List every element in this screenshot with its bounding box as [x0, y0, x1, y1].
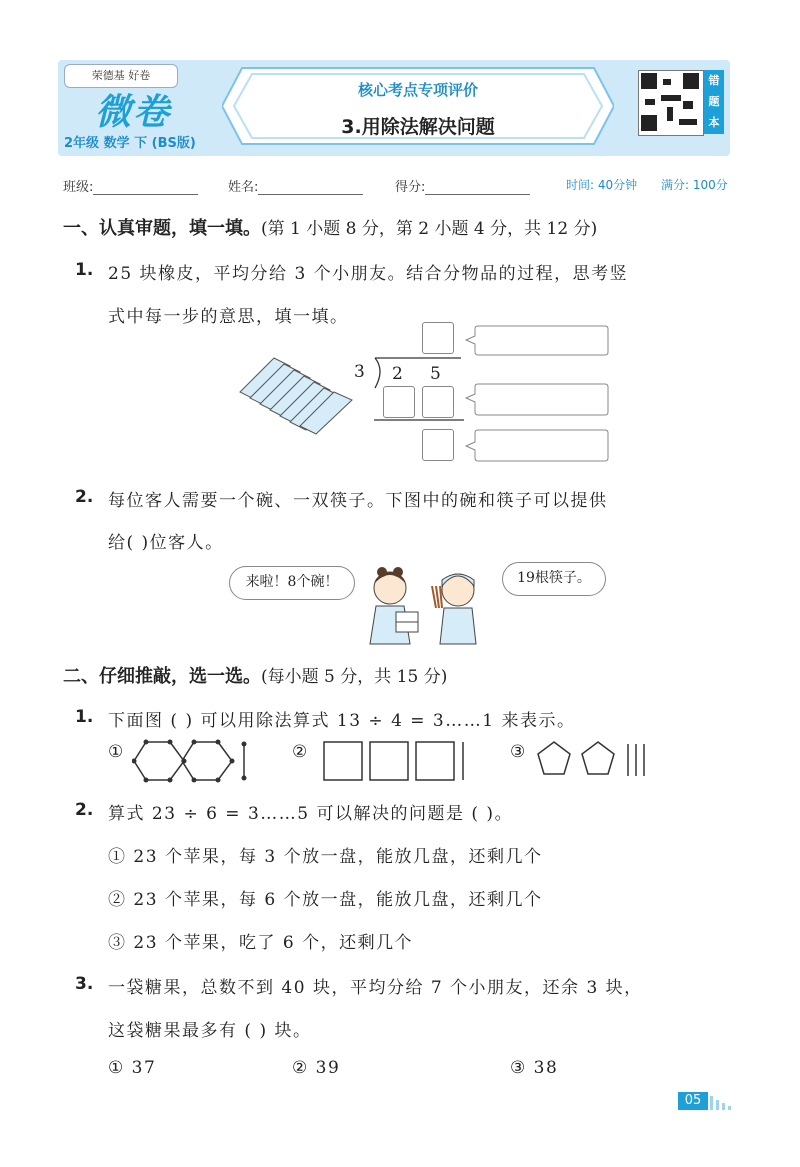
grade-label: 2年级 数学 下 (BS版)	[64, 136, 196, 151]
option-a-label[interactable]: ①	[108, 742, 125, 762]
answer-bubble-3[interactable]	[476, 431, 606, 459]
section-1-title: 一、认真审题，填一填。	[63, 218, 261, 239]
product-ones-box[interactable]	[422, 386, 454, 418]
q2-text-2: 给( )位客人。	[108, 533, 224, 553]
q2-number: 2.	[75, 487, 94, 507]
quotient-box[interactable]	[422, 322, 454, 354]
s2-q2-option-1[interactable]: ① 23 个苹果，每 3 个放一盘，能放几盘，还剩几个	[108, 847, 543, 867]
name-label: 姓名:	[228, 180, 259, 195]
class-blank[interactable]	[93, 180, 198, 195]
s2-q3-text-2: 这袋糖果最多有 ( ) 块。	[108, 1021, 312, 1041]
s2-q2-text: 算式 23 ÷ 6 = 3……5 可以解决的问题是 ( )。	[108, 804, 514, 824]
divisor: 3	[354, 362, 365, 382]
dividend-tens: 2	[392, 364, 403, 384]
q1-text-2: 式中每一步的意思，填一填。	[108, 307, 349, 327]
q2-answer-blank[interactable]	[134, 526, 208, 550]
s2-q3-text-1: 一袋糖果，总数不到 40 块，平均分给 7 个小朋友，还余 3 块，	[108, 978, 643, 998]
section-2-title: 二、仔细推敲，选一选。	[63, 666, 261, 687]
brand-logo: 荣德基 好卷	[64, 64, 178, 88]
s2-q3-number: 3.	[75, 974, 94, 994]
name-blank[interactable]	[258, 180, 363, 195]
name-field	[228, 176, 363, 195]
speech-bowls: 来啦！8个碗！	[229, 566, 355, 600]
s2-q2-option-3[interactable]: ③ 23 个苹果，吃了 6 个，还剩几个	[108, 933, 414, 953]
erasers-illustration	[234, 352, 358, 436]
q1-text-1: 25 块橡皮，平均分给 3 个小朋友。结合分物品的过程，思考竖	[108, 264, 629, 284]
class-field	[63, 176, 198, 195]
section-2-heading	[63, 662, 447, 688]
answer-bubble-1[interactable]	[476, 327, 606, 355]
s2-q3-option-1[interactable]: ① 37	[108, 1058, 157, 1078]
subtraction-line	[374, 418, 464, 422]
page-number: 05	[678, 1092, 708, 1110]
score-blank[interactable]	[425, 180, 530, 195]
s2-q2-option-2[interactable]: ② 23 个苹果，每 6 个放一盘，能放几盘，还剩几个	[108, 890, 543, 910]
class-label: 班级:	[63, 180, 94, 195]
qr-tab-label: 错题本	[704, 70, 724, 134]
children-illustration	[366, 564, 506, 646]
full-score: 满分: 100分	[661, 178, 728, 192]
dividend-ones: 5	[430, 364, 441, 384]
page-title: 3.用除法解决问题	[341, 116, 495, 138]
option-a-hexagons	[132, 738, 250, 784]
q2-text-1: 每位客人需要一个碗、一双筷子。下图中的碗和筷子可以提供	[108, 491, 608, 511]
answer-bubble-2[interactable]	[476, 385, 606, 413]
option-c-label[interactable]: ③	[510, 742, 527, 762]
s2-q3-option-2[interactable]: ② 39	[292, 1058, 341, 1078]
score-label: 得分:	[395, 180, 426, 195]
product-tens-box[interactable]	[383, 386, 415, 418]
page-bars-icon	[710, 1094, 740, 1110]
remainder-box[interactable]	[422, 429, 454, 461]
section-2-note: (每小题 5 分，共 15 分)	[261, 667, 448, 687]
section-1-heading	[63, 214, 597, 240]
score-field	[395, 176, 530, 195]
option-b-label[interactable]: ②	[292, 742, 309, 762]
s2-q2-number: 2.	[75, 800, 94, 820]
banner-subtitle: 核心考点专项评价	[357, 81, 478, 99]
option-c-pentagons	[536, 738, 652, 784]
option-b-squares	[318, 738, 468, 784]
s2-q1-number: 1.	[75, 707, 94, 727]
series-title: 微卷	[95, 91, 172, 133]
qr-code[interactable]	[638, 70, 704, 136]
s2-q3-option-3[interactable]: ③ 38	[510, 1058, 559, 1078]
time-limit: 时间: 40分钟	[566, 178, 638, 192]
q1-number: 1.	[75, 260, 94, 280]
s2-q1-text: 下面图 ( ) 可以用除法算式 13 ÷ 4 = 3……1 来表示。	[108, 711, 576, 731]
speech-chopsticks: 19根筷子。	[502, 562, 606, 596]
section-1-note: (第 1 小题 8 分，第 2 小题 4 分，共 12 分)	[261, 219, 598, 239]
